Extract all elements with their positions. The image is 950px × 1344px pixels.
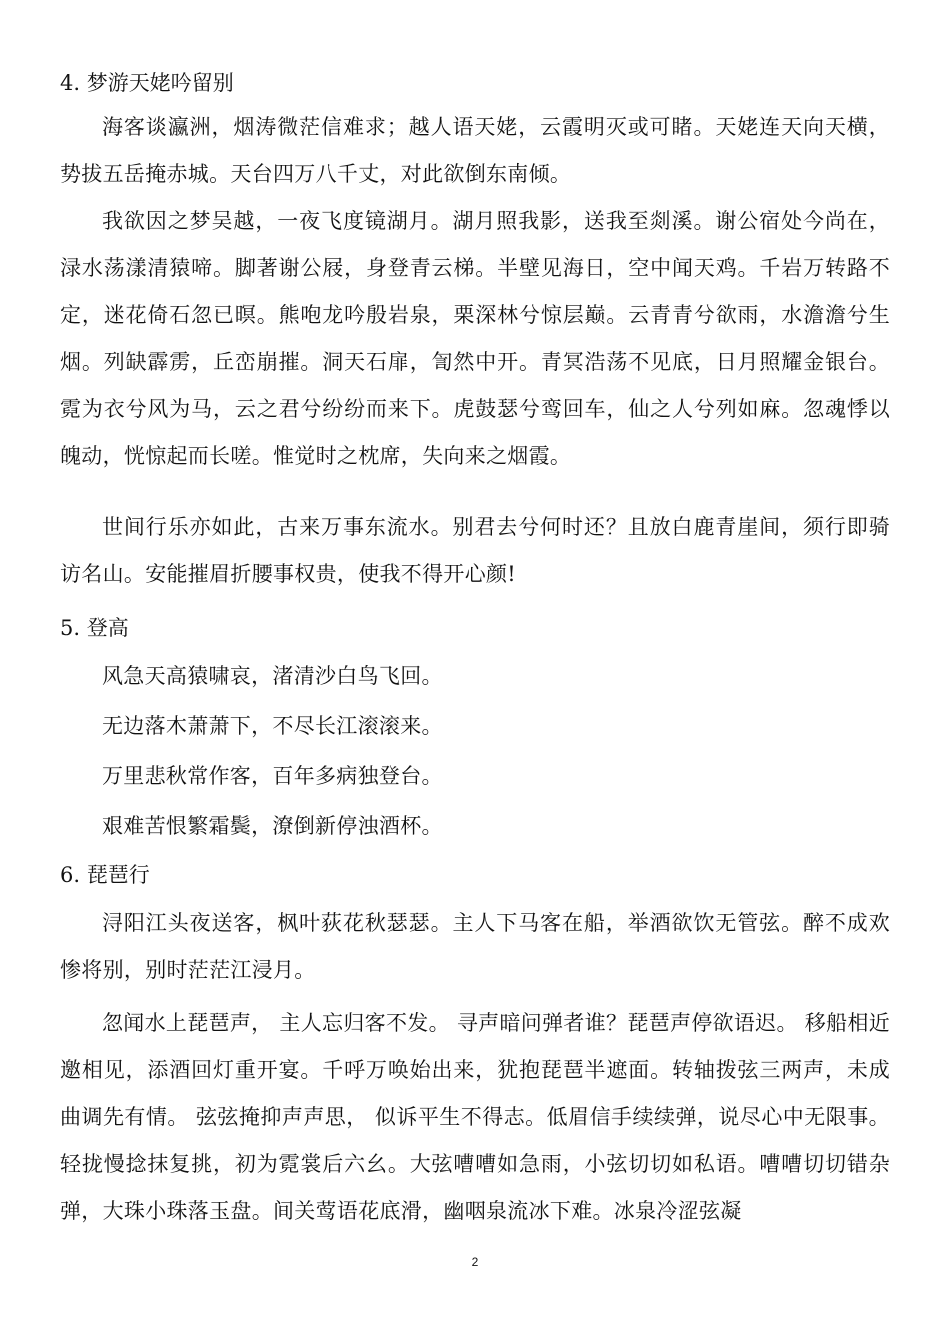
poem-line: 风急天高猿啸哀，渚清沙白鸟飞回。 [102,664,443,688]
paragraph: 忽闻水上琵琶声， 主人忘归客不发。 寻声暗问弹者谁？琵琶声停欲语迟。 移船相近邀相见，添酒回灯重开宴。千呼万唤始出来，犹抱琵琶半遮面。转轴拨弦三两声，未成曲调先有情。 弦弦掩抑声声思， 似诉平生不得志。低眉信手续续弹，说尽心中无限事。轻拢慢捻抹复挑，初为霓裳后六幺。大弦嘈嘈如急雨，小弦切切如私语。嘈嘈切切错杂弹，大珠小珠落玉盘。间关莺语花底滑，幽咽泉流冰下难。冰泉冷涩弦凝 [60,1011,890,1223]
paragraph: 海客谈瀛洲，烟涛微茫信难求；越人语天姥，云霞明灭或可睹。天姥连天向天横，势拔五岳掩赤城。天台四万八千丈，对此欲倒东南倾。 [60,115,890,186]
paragraph: 我欲因之梦吴越，一夜飞度镜湖月。湖月照我影，送我至剡溪。谢公宿处今尚在，渌水荡漾清猿啼。脚著谢公屐，身登青云梯。半壁见海日，空中闻天鸡。千岩万转路不定，迷花倚石忽已暝。熊咆龙吟殷岩泉，栗深林兮惊层巅。云青青兮欲雨，水澹澹兮生烟。列缺霹雳，丘峦崩摧。洞天石扉，訇然中开。青冥浩荡不见底，日月照耀金银台。霓为衣兮风为马，云之君兮纷纷而来下。虎鼓瑟兮鸾回车，仙之人兮列如麻。忽魂悸以魄动，恍惊起而长嗟。惟觉时之枕席，失向来之烟霞。 [60,209,890,468]
page-number: 2 [471,1255,479,1269]
poem-line: 无边落木萧萧下，不尽长江滚滚来。 [102,714,443,738]
poem-line: 万里悲秋常作客，百年多病独登台。 [102,764,443,788]
section-heading: 6. 琵琶行 [60,863,150,887]
section-heading: 4. 梦游天姥吟留别 [60,71,234,95]
poem-line: 艰难苦恨繁霜鬓，潦倒新停浊酒杯。 [102,814,443,838]
paragraph: 世间行乐亦如此，古来万事东流水。别君去兮何时还？且放白鹿青崖间，须行即骑访名山。安能摧眉折腰事权贵，使我不得开心颜! [60,515,890,586]
paragraph: 浔阳江头夜送客，枫叶荻花秋瑟瑟。主人下马客在船，举酒欲饮无管弦。醉不成欢惨将别，别时茫茫江浸月。 [60,911,890,982]
section-heading: 5. 登高 [60,616,129,640]
